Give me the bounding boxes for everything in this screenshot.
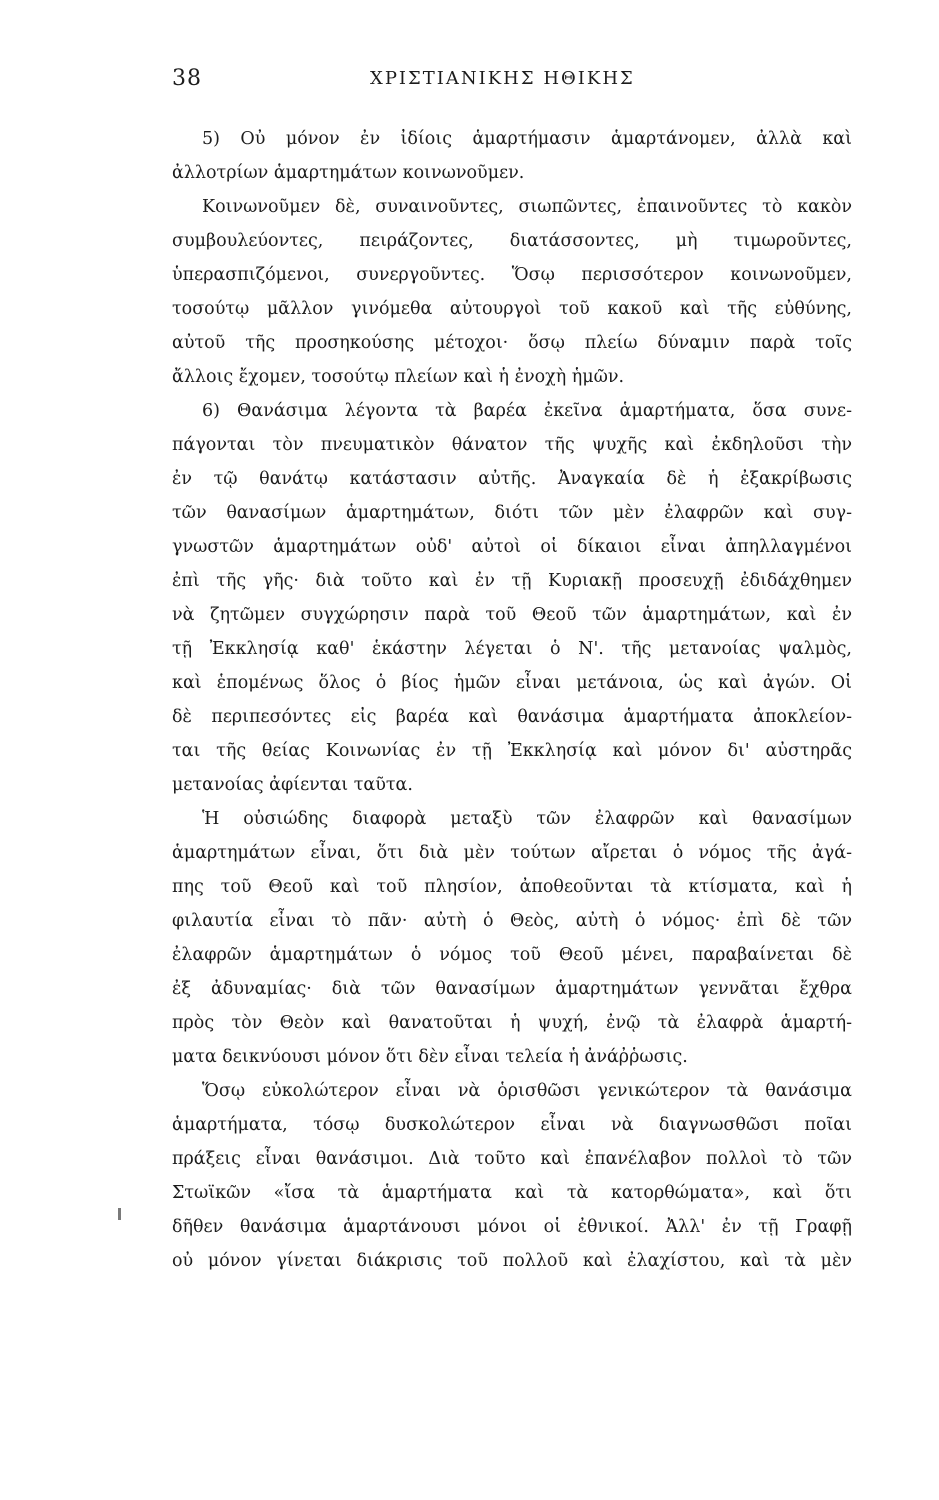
text-line: φιλαυτία εἶναι τὸ πᾶν· αὐτὴ ὁ Θεὸς, αὐτὴ ὁ νόμος· ἐπὶ δὲ τῶν [172, 911, 852, 931]
page-number: 38 [172, 66, 202, 91]
running-title: ΧΡΙΣΤΙΑΝΙΚΗΣ ΗΘΙΚΗΣ [370, 68, 635, 89]
text-line: Ὅσῳ εὐκολώτερον εἶναι νὰ ὁρισθῶσι γενικώτερον τὰ θανάσιμα [202, 1081, 852, 1101]
text-line: καὶ ἑπομένως ὅλος ὁ βίος ἡμῶν εἶναι μετάνοια, ὡς καὶ ἀγών. Οἱ [172, 673, 852, 693]
text-line: πράξεις εἶναι θανάσιμοι. Διὰ τοῦτο καὶ ἐπανέλαβον πολλοὶ τὸ τῶν [172, 1149, 852, 1169]
text-line: ἁμαρτήματα, τόσῳ δυσκολώτερον εἶναι νὰ διαγνωσθῶσι ποῖαι [172, 1115, 852, 1135]
text-line: ἐξ ἀδυναμίας· διὰ τῶν θανασίμων ἁμαρτημάτων γεννᾶται ἔχθρα [172, 979, 852, 999]
margin-mark [118, 1208, 121, 1220]
text-line: νὰ ζητῶμεν συγχώρησιν παρὰ τοῦ Θεοῦ τῶν ἁμαρτημάτων, καὶ ἐν [172, 605, 852, 625]
text-line: ἁμαρτημάτων εἶναι, ὅτι διὰ μὲν τούτων αἴρεται ὁ νόμος τῆς ἀγά- [172, 843, 852, 863]
text-line: οὐ μόνον γίνεται διάκρισις τοῦ πολλοῦ καὶ ἐλαχίστου, καὶ τὰ μὲν [172, 1251, 852, 1271]
text-line: δὲ περιπεσόντες εἰς βαρέα καὶ θανάσιμα ἁμαρτήματα ἀποκλείον- [172, 707, 852, 727]
text-line: πρὸς τὸν Θεὸν καὶ θανατοῦται ἡ ψυχή, ἐνῷ τὰ ἐλαφρὰ ἁμαρτή- [172, 1013, 852, 1033]
text-line: ἐπὶ τῆς γῆς· διὰ τοῦτο καὶ ἐν τῇ Κυριακῇ προσευχῇ ἐδιδάχθημεν [172, 571, 852, 591]
text-line: ἄλλοις ἔχομεν, τοσούτῳ πλείων καὶ ἡ ἐνοχὴ ἡμῶν. [172, 367, 625, 387]
text-line: δῆθεν θανάσιμα ἁμαρτάνουσι μόνοι οἱ ἐθνικοί. Ἀλλ' ἐν τῇ Γραφῇ [172, 1217, 852, 1237]
text-line: μετανοίας ἀφίενται ταῦτα. [172, 775, 413, 795]
text-line: ἀλλοτρίων ἁμαρτημάτων κοινωνοῦμεν. [172, 163, 525, 183]
text-line: ται τῆς θείας Κοινωνίας ἐν τῇ Ἐκκλησίᾳ καὶ μόνον δι' αὐστηρᾶς [172, 741, 852, 761]
text-line: γνωστῶν ἁμαρτημάτων οὐδ' αὐτοὶ οἱ δίκαιοι εἶναι ἀπηλλαγμένοι [172, 537, 852, 557]
text-line: ἐλαφρῶν ἁμαρτημάτων ὁ νόμος τοῦ Θεοῦ μένει, παραβαίνεται δὲ [172, 945, 852, 965]
text-line: ἐν τῷ θανάτῳ κατάστασιν αὐτῆς. Ἀναγκαία δὲ ἡ ἐξακρίβωσις [172, 469, 852, 489]
text-line: Στωϊκῶν «ἴσα τὰ ἁμαρτήματα καὶ τὰ κατορθώματα», καὶ ὅτι [172, 1183, 852, 1203]
text-line: 5) Οὐ μόνον ἐν ἰδίοις ἁμαρτήμασιν ἁμαρτάνομεν, ἀλλὰ καὶ [202, 129, 852, 149]
text-line: ματα δεικνύουσι μόνον ὅτι δὲν εἶναι τελεία ἡ ἀνάῤῥωσις. [172, 1047, 688, 1067]
text-line: ὑπερασπιζόμενοι, συνεργοῦντες. Ὅσῳ περισσότερον κοινωνοῦμεν, [172, 265, 852, 285]
text-line: τῇ Ἐκκλησίᾳ καθ' ἑκάστην λέγεται ὁ Ν'. τῆς μετανοίας ψαλμὸς, [172, 639, 852, 659]
text-line: συμβουλεύοντες, πειράζοντες, διατάσσοντες, μὴ τιμωροῦντες, [172, 231, 852, 251]
text-line: Κοινωνοῦμεν δὲ, συναινοῦντες, σιωπῶντες, ἐπαινοῦντες τὸ κακὸν [202, 197, 852, 217]
text-line: 6) Θανάσιμα λέγοντα τὰ βαρέα ἐκεῖνα ἁμαρτήματα, ὅσα συνε- [202, 401, 852, 421]
text-line: πης τοῦ Θεοῦ καὶ τοῦ πλησίον, ἀποθεοῦνται τὰ κτίσματα, καὶ ἡ [172, 877, 852, 897]
text-line: τοσούτῳ μᾶλλον γινόμεθα αὐτουργοὶ τοῦ κακοῦ καὶ τῆς εὐθύνης, [172, 299, 852, 319]
text-line: τῶν θανασίμων ἁμαρτημάτων, διότι τῶν μὲν ἐλαφρῶν καὶ συγ- [172, 503, 852, 523]
text-line: Ἡ οὐσιώδης διαφορὰ μεταξὺ τῶν ἐλαφρῶν καὶ θανασίμων [202, 809, 852, 829]
text-line: αὐτοῦ τῆς προσηκούσης μέτοχοι· ὅσῳ πλείω δύναμιν παρὰ τοῖς [172, 333, 852, 353]
text-line: πάγονται τὸν πνευματικὸν θάνατον τῆς ψυχῆς καὶ ἐκδηλοῦσι τὴν [172, 435, 852, 455]
